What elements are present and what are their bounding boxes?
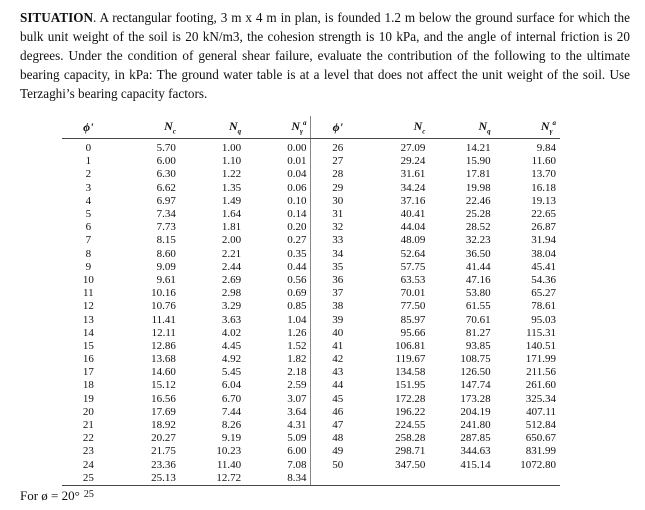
cell-nc-right: 63.53 [400, 273, 426, 286]
cell-nc-right: 196.22 [395, 405, 426, 418]
cell-nc-right: 119.67 [395, 353, 426, 366]
cell-ng-left: 1.52 [245, 340, 311, 353]
cell-phi-left: 18 [82, 379, 94, 392]
header-nq-right: $N_q$ [429, 116, 494, 139]
cell-ng-right: 26.87 [531, 221, 556, 234]
cell-ng-right: 65.27 [531, 287, 556, 300]
table-row [62, 432, 560, 445]
table-row [62, 195, 560, 208]
cell-nq-left: 9.19 [221, 432, 242, 445]
table-row [62, 261, 560, 274]
cell-nc-left: 9.09 [156, 260, 176, 273]
cell-ng-right: 9.84 [536, 142, 556, 155]
cell-ng-right: 31.94 [531, 234, 556, 247]
cell-nc-left: 21.75 [151, 445, 176, 458]
cell-ng-left: 8.34 [245, 472, 311, 486]
cell-nc-right: 40.41 [400, 208, 426, 221]
cell-nq-left: 1.81 [221, 221, 242, 234]
table-row [62, 208, 560, 221]
table-row [62, 366, 560, 379]
cell-phi-left: 3 [85, 181, 92, 194]
cell-nq-left: 1.35 [221, 181, 242, 194]
cell-nc-right: 57.75 [400, 260, 426, 273]
cell-nc-left: 10.16 [151, 287, 176, 300]
table-row [62, 287, 560, 300]
cell-ng-left: 4.31 [245, 419, 311, 432]
cell-phi-left: 1 [85, 155, 92, 168]
cell-nc-right: 95.66 [400, 326, 426, 339]
cell-ng-left: 7.08 [245, 459, 311, 472]
cell-nc-left: 12.86 [151, 339, 176, 352]
header-phi-left: ϕ' [62, 116, 115, 139]
cell-ng-left: 5.09 [245, 432, 311, 445]
cell-ng-left: 0.14 [245, 208, 311, 221]
cell-ng-left: 0.00 [245, 139, 311, 156]
cell-nc-right: 31.61 [400, 168, 426, 181]
cell-ng-right: 1072.80 [520, 458, 556, 471]
cell-nq-left: 2.69 [221, 273, 242, 286]
cell-phi-left: 11 [83, 287, 94, 300]
cell-nq-left: 3.63 [221, 313, 242, 326]
cell-nc-right: 44.04 [400, 221, 426, 234]
cell-nq-left: 7.44 [221, 405, 242, 418]
cell-ng-right: 512.84 [525, 419, 556, 432]
cell-nq-right: 81.27 [465, 326, 491, 339]
cell-ng-left: 0.56 [245, 274, 311, 287]
table-row [62, 221, 560, 234]
cell-ng-left: 1.04 [245, 313, 311, 326]
cell-ng-right: 11.60 [531, 155, 556, 168]
cell-nc-left: 20.27 [151, 432, 176, 445]
cell-nq-right: 126.50 [460, 366, 491, 379]
cell-nq-left: 4.02 [221, 326, 242, 339]
cell-nc-right: 48.09 [400, 234, 426, 247]
cell-phi-left: 12 [82, 300, 94, 313]
table-row [62, 248, 560, 261]
cell-nc-left: 5.70 [156, 142, 176, 155]
cell-nc-right: 298.71 [395, 445, 426, 458]
cell-ng-right: 407.11 [526, 405, 556, 418]
cell-ng-right: 95.03 [531, 313, 556, 326]
header-phi-right: ϕ' [311, 116, 364, 139]
cell-nq-left: 4.92 [221, 353, 242, 366]
cell-nc-right: 27.09 [400, 142, 426, 155]
table-row [62, 300, 560, 313]
cell-nq-left: 6.70 [221, 392, 242, 405]
cell-ng-right: 211.56 [526, 366, 556, 379]
cell-phi-right: 50 [332, 458, 344, 471]
cell-phi-left: 0 [85, 142, 92, 155]
cell-nq-right: 204.19 [460, 405, 491, 418]
table-row [62, 379, 560, 392]
cell-ng-right: 38.04 [531, 247, 556, 260]
cell-phi-left: 2 [85, 168, 92, 181]
cell-nq-right: 241.80 [460, 419, 491, 432]
header-nc-right: $N_c$ [364, 116, 429, 139]
cell-nq-right: 36.50 [465, 247, 491, 260]
cell-nq-right: 32.23 [465, 234, 491, 247]
cell-phi-left: 20 [82, 405, 94, 418]
table-row [62, 168, 560, 181]
cell-nq-right: 93.85 [465, 339, 491, 352]
cell-nq-left: 2.98 [221, 287, 242, 300]
problem-heading: SITUATION [20, 10, 94, 25]
cell-nc-left: 8.60 [156, 247, 176, 260]
cell-ng-left: 0.01 [245, 155, 311, 168]
problem-statement [20, 8, 630, 103]
cell-nq-right: 28.52 [465, 221, 491, 234]
cell-ng-left: 0.04 [245, 168, 311, 181]
problem-body: . A rectangular footing, 3 m x 4 m in plan, is founded 1.2 m below the ground surface for which the bulk unit weight of the soil is 20 kN/m3, the cohesion strength is 10 kPa, and the angle of internal friction is 20 degrees. Under the condition of general shear failure, evaluate the contribution of the following to the ultimate bearing capacity, in kPa: The ground water table is at a level that does not affect the unit weight of the soil. Use Terzaghi’s bearing capacity factors. [20, 10, 630, 101]
table-row [62, 313, 560, 326]
cell-phi-left: 15 [82, 339, 94, 352]
cell-nc-left: 8.15 [156, 234, 176, 247]
cell-ng-left: 6.00 [245, 445, 311, 458]
cell-ng-right: 171.99 [525, 353, 556, 366]
cell-phi-left: 24 [82, 458, 94, 471]
cell-nq-left: 6.04 [221, 379, 242, 392]
cell-nq-right: 147.74 [460, 379, 491, 392]
cell-phi-right: 28 [332, 168, 344, 181]
cell-ng-left: 2.18 [245, 366, 311, 379]
cell-nq-right: 41.44 [465, 260, 491, 273]
cell-ng-right: 650.67 [525, 432, 556, 445]
cell-phi-right: 49 [332, 445, 344, 458]
cell-nc-left: 16.56 [151, 392, 176, 405]
cell-nc-left: 18.92 [151, 419, 176, 432]
cell-ng-left: 0.44 [245, 261, 311, 274]
cell-nc-right: 347.50 [395, 458, 426, 471]
cell-nc-right [364, 472, 429, 486]
cell-phi-right: 35 [332, 260, 344, 273]
cell-nc-right: 151.95 [395, 379, 426, 392]
cell-nc-right: 258.28 [395, 432, 426, 445]
cell-nq-right: 61.55 [465, 300, 491, 313]
cell-ng-right [495, 472, 560, 486]
cell-nc-left: 17.69 [151, 405, 176, 418]
table-row [62, 472, 560, 486]
cell-nq-right: 173.28 [460, 392, 491, 405]
cell-nq-right: 415.14 [460, 458, 491, 471]
cell-phi-right: 33 [332, 234, 344, 247]
cell-phi-left: 17 [82, 366, 94, 379]
cell-phi-left: 13 [82, 313, 94, 326]
cell-nc-left: 14.60 [151, 366, 176, 379]
cell-nc-left: 6.30 [156, 168, 176, 181]
table-row [62, 155, 560, 168]
cell-nc-right: 85.97 [400, 313, 426, 326]
cell-phi-right: 46 [332, 405, 344, 418]
cell-nq-left: 3.29 [221, 300, 242, 313]
table-row [62, 340, 560, 353]
cell-ng-right: 19.13 [531, 194, 556, 207]
cell-nq-right: 17.81 [465, 168, 491, 181]
cell-nq-left: 4.45 [221, 339, 242, 352]
cell-phi-left: 25 [62, 472, 115, 486]
cell-nq-left: 12.72 [180, 472, 245, 486]
cell-phi-left: 8 [85, 247, 92, 260]
cell-phi-right: 36 [332, 273, 344, 286]
cell-phi-left: 10 [82, 273, 94, 286]
cell-phi-right: 26 [332, 142, 344, 155]
cell-nc-left: 6.97 [156, 194, 176, 207]
cell-phi-right: 27 [332, 155, 344, 168]
cell-ng-right: 261.60 [525, 379, 556, 392]
phi-note-row: 25 [83, 489, 94, 500]
cell-ng-left: 0.27 [245, 234, 311, 247]
cell-phi-right: 34 [332, 247, 344, 260]
cell-nq-right: 287.85 [460, 432, 491, 445]
table-row [62, 406, 560, 419]
table-row [62, 393, 560, 406]
cell-nq-left: 2.44 [221, 260, 242, 273]
cell-nc-right: 134.58 [395, 366, 426, 379]
cell-ng-right: 45.41 [531, 260, 556, 273]
cell-phi-right: 40 [332, 326, 344, 339]
cell-nq-left: 2.00 [221, 234, 242, 247]
cell-nq-left: 1.64 [221, 208, 242, 221]
cell-phi-right: 37 [332, 287, 344, 300]
header-nc-left: $N_c$ [115, 116, 180, 139]
cell-ng-left: 0.35 [245, 248, 311, 261]
table-row [62, 327, 560, 340]
table-row [62, 182, 560, 195]
table-row [62, 139, 560, 156]
cell-ng-left: 0.06 [245, 182, 311, 195]
cell-nq-left: 1.00 [221, 142, 242, 155]
cell-nq-right [429, 472, 494, 486]
cell-ng-left: 2.59 [245, 379, 311, 392]
cell-nc-left: 15.12 [151, 379, 176, 392]
phi-note [20, 488, 94, 504]
cell-nc-left: 6.62 [156, 181, 176, 194]
cell-nq-left: 8.26 [221, 419, 242, 432]
cell-nc-left: 23.36 [151, 458, 176, 471]
cell-ng-right: 831.99 [525, 445, 556, 458]
cell-phi-right: 48 [332, 432, 344, 445]
cell-nc-left: 25.13 [115, 472, 180, 486]
cell-phi-right: 32 [332, 221, 344, 234]
cell-nc-right: 106.81 [395, 339, 426, 352]
cell-phi-right: 42 [332, 353, 344, 366]
header-ng-right: $N_\gamma^a$ [495, 116, 560, 139]
cell-ng-left: 3.64 [245, 406, 311, 419]
cell-phi-right: 30 [332, 194, 344, 207]
table-row [62, 353, 560, 366]
cell-nq-left: 5.45 [221, 366, 242, 379]
cell-nc-right: 70.01 [400, 287, 426, 300]
table-row [62, 274, 560, 287]
phi-note-text: For ø = 20° [20, 488, 80, 503]
cell-nq-left: 11.40 [216, 458, 242, 471]
header-nq-left: $N_q$ [180, 116, 245, 139]
cell-ng-left: 0.20 [245, 221, 311, 234]
cell-phi-left: 19 [82, 392, 94, 405]
cell-nc-right: 37.16 [400, 194, 426, 207]
cell-ng-right: 325.34 [525, 392, 556, 405]
cell-phi-right: 39 [332, 313, 344, 326]
cell-ng-left: 3.07 [245, 393, 311, 406]
cell-nq-left: 1.49 [221, 194, 242, 207]
cell-nq-left: 10.23 [216, 445, 242, 458]
cell-nq-left: 1.22 [221, 168, 242, 181]
cell-nq-left: 1.10 [221, 155, 242, 168]
cell-nc-left: 11.41 [151, 313, 176, 326]
table-row [62, 459, 560, 472]
cell-nc-left: 7.73 [156, 221, 176, 234]
cell-phi-left: 6 [85, 221, 92, 234]
cell-nc-left: 7.34 [156, 208, 176, 221]
cell-ng-right: 54.36 [531, 273, 556, 286]
cell-ng-right: 78.61 [531, 300, 556, 313]
cell-nc-left: 13.68 [151, 353, 176, 366]
cell-nq-right: 22.46 [465, 194, 491, 207]
cell-nq-right: 15.90 [465, 155, 491, 168]
cell-phi-right: 31 [332, 208, 344, 221]
cell-phi-right: 38 [332, 300, 344, 313]
cell-phi-left: 5 [85, 208, 92, 221]
table-row [62, 445, 560, 458]
cell-nq-right: 25.28 [465, 208, 491, 221]
cell-nq-right: 70.61 [465, 313, 491, 326]
cell-nq-right: 14.21 [465, 142, 491, 155]
cell-ng-left: 1.82 [245, 353, 311, 366]
cell-ng-right: 140.51 [525, 339, 556, 352]
cell-phi-left: 23 [82, 445, 94, 458]
header-ng-left: $N_\gamma^a$ [245, 116, 311, 139]
cell-ng-left: 0.69 [245, 287, 311, 300]
table-row [62, 419, 560, 432]
cell-nc-right: 172.28 [395, 392, 426, 405]
cell-ng-left: 0.85 [245, 300, 311, 313]
cell-ng-left: 0.10 [245, 195, 311, 208]
cell-nq-right: 53.80 [465, 287, 491, 300]
cell-nq-right: 47.16 [465, 273, 491, 286]
cell-phi-left: 16 [82, 353, 94, 366]
cell-nq-right: 108.75 [460, 353, 491, 366]
cell-phi-left: 21 [82, 419, 94, 432]
cell-nc-right: 34.24 [400, 181, 426, 194]
cell-ng-right: 13.70 [531, 168, 556, 181]
cell-nc-left: 9.61 [156, 273, 176, 286]
cell-nq-left: 2.21 [221, 247, 242, 260]
cell-phi-left: 9 [85, 260, 92, 273]
cell-nc-right: 77.50 [400, 300, 426, 313]
cell-nc-left: 10.76 [151, 300, 176, 313]
cell-phi-right: 47 [332, 419, 344, 432]
cell-phi-right: 43 [332, 366, 344, 379]
cell-phi-left: 4 [85, 194, 92, 207]
cell-nc-left: 12.11 [151, 326, 176, 339]
cell-nc-right: 224.55 [395, 419, 426, 432]
cell-nq-right: 344.63 [460, 445, 491, 458]
cell-nq-right: 19.98 [465, 181, 491, 194]
cell-nc-right: 29.24 [400, 155, 426, 168]
table-body [62, 139, 560, 486]
cell-phi-left: 22 [82, 432, 94, 445]
cell-phi-right: 41 [332, 339, 344, 352]
table-header-row [62, 116, 560, 139]
cell-phi-left: 7 [85, 234, 92, 247]
bearing-capacity-factors-table [62, 116, 560, 486]
cell-phi-right: 44 [332, 379, 344, 392]
cell-ng-left: 1.26 [245, 327, 311, 340]
cell-phi-left: 14 [82, 326, 94, 339]
cell-phi-right [311, 472, 364, 486]
cell-ng-right: 16.18 [531, 181, 556, 194]
cell-phi-right: 29 [332, 181, 344, 194]
cell-ng-right: 115.31 [526, 326, 556, 339]
cell-phi-right: 45 [332, 392, 344, 405]
table-row [62, 234, 560, 247]
cell-nc-left: 6.00 [156, 155, 176, 168]
cell-ng-right: 22.65 [531, 208, 556, 221]
cell-nc-right: 52.64 [400, 247, 426, 260]
